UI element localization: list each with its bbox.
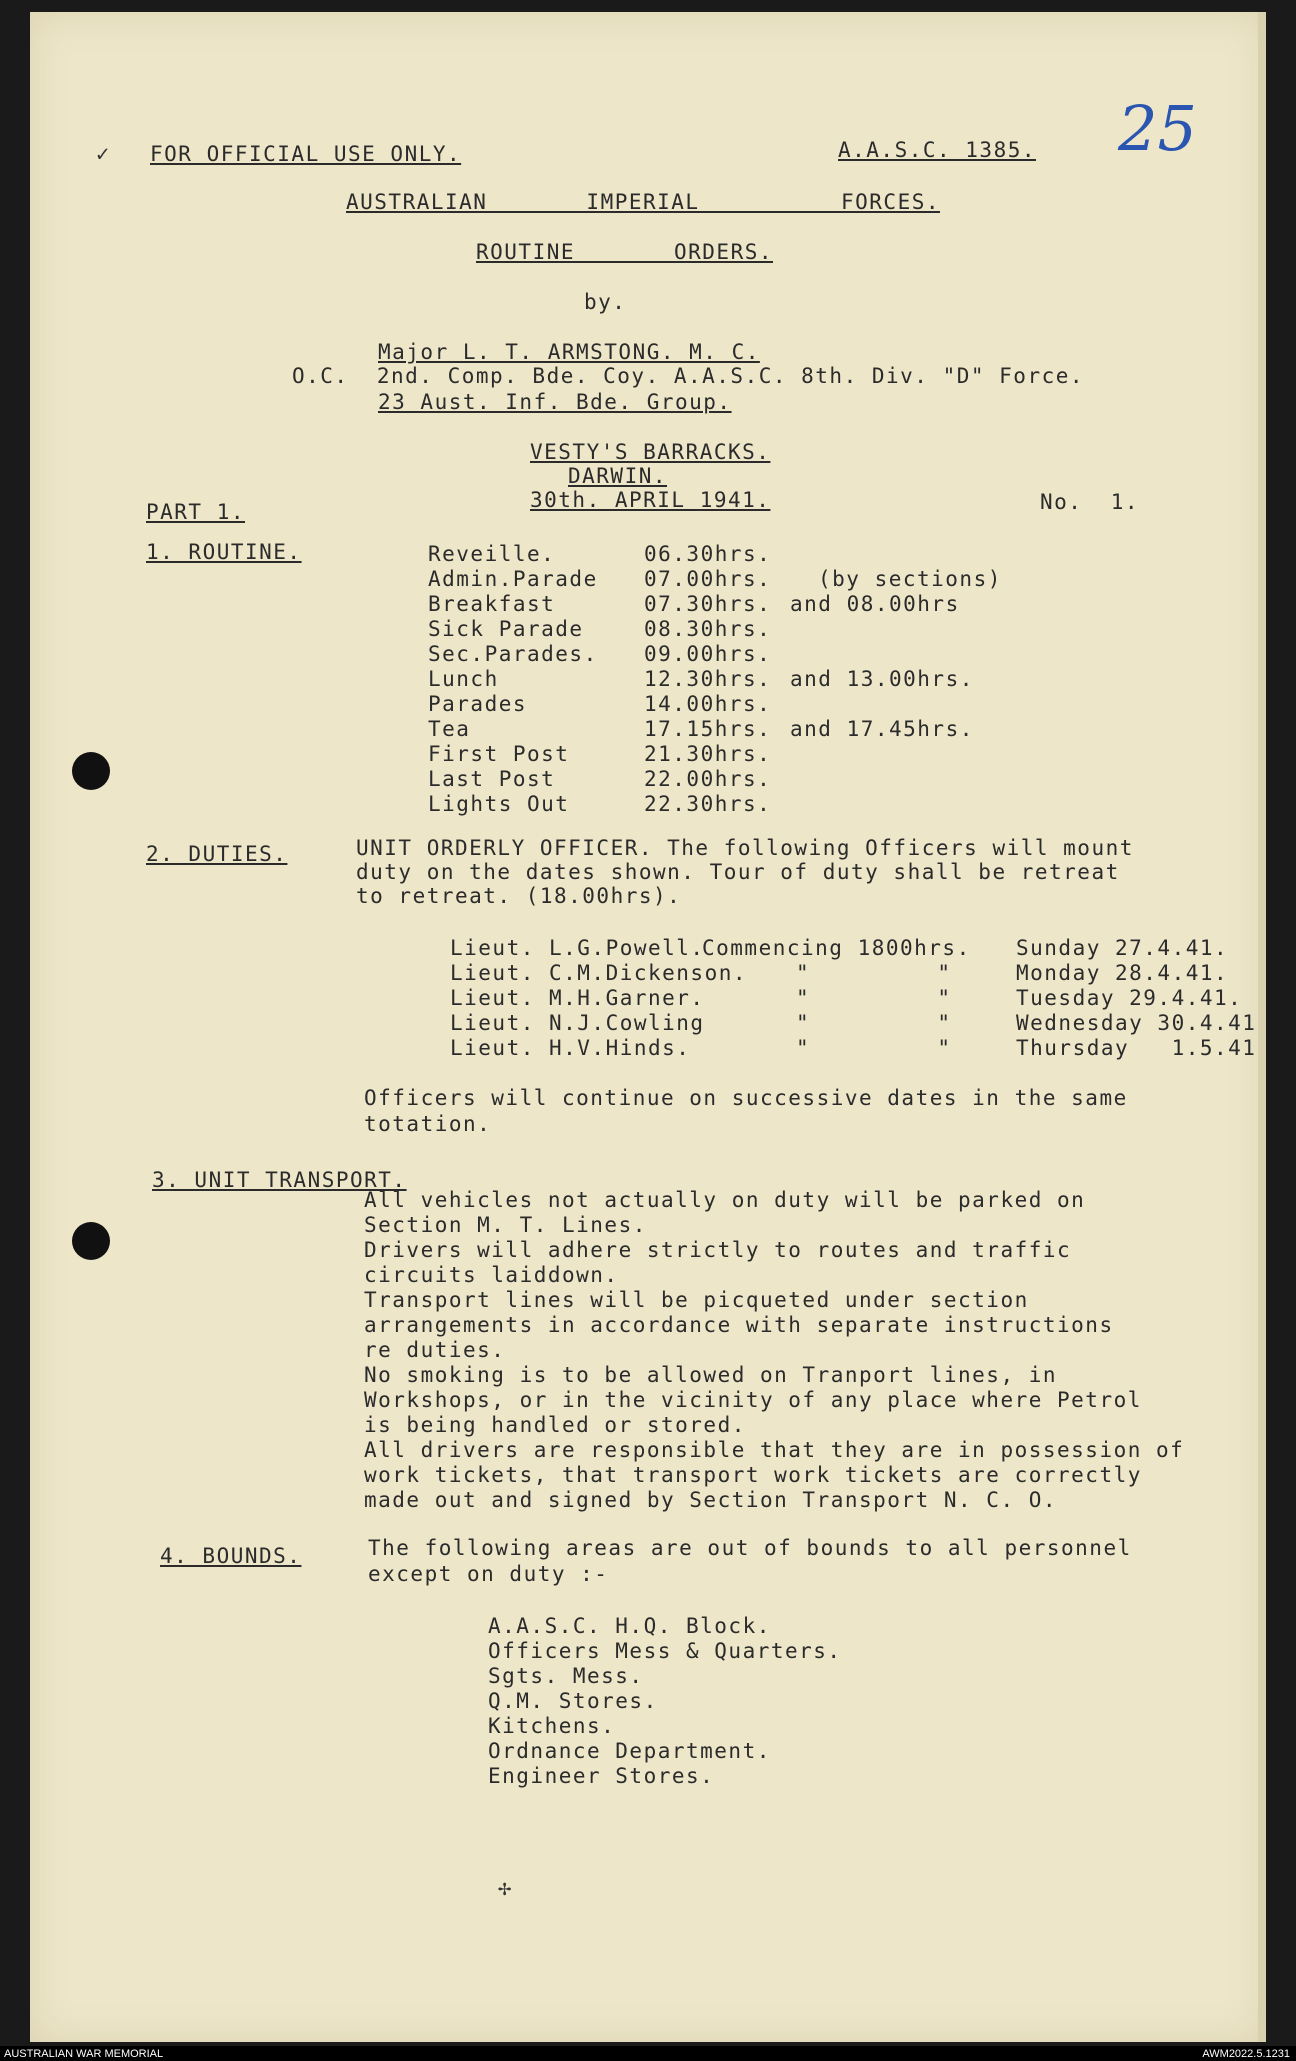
routine-event: Sec.Parades. bbox=[428, 642, 598, 666]
location-line-2: DARWIN. bbox=[568, 464, 668, 488]
part-label: PART 1. bbox=[146, 500, 246, 524]
location-line-1: VESTY'S BARRACKS. bbox=[530, 440, 771, 464]
routine-time: 09.00hrs. bbox=[644, 642, 772, 666]
handwritten-folio-number: 25 bbox=[1118, 92, 1197, 165]
routine-note: (by sections) bbox=[818, 567, 1002, 591]
routine-time: 22.00hrs. bbox=[644, 767, 772, 791]
roster-day: Thursday 1.5.41 bbox=[1016, 1036, 1257, 1060]
footer-institution: AUSTRALIAN WAR MEMORIAL bbox=[4, 2048, 164, 2060]
duties-para-line-2: duty on the dates shown. Tour of duty shall be retreat bbox=[356, 860, 1120, 884]
bounds-area-item: Q.M. Stores. bbox=[488, 1689, 658, 1713]
routine-event: Breakfast bbox=[428, 592, 556, 616]
routine-note: and 17.45hrs. bbox=[790, 717, 974, 741]
archive-footer-bar bbox=[0, 2046, 1296, 2061]
routine-event: Reveille. bbox=[428, 542, 556, 566]
routine-time: 08.30hrs. bbox=[644, 617, 772, 641]
by-line: by. bbox=[584, 290, 627, 314]
transport-line: work tickets, that transport work tickets are correctly bbox=[364, 1463, 1142, 1487]
transport-line: No smoking is to be allowed on Tranport lines, in bbox=[364, 1363, 1058, 1387]
classification: FOR OFFICIAL USE ONLY. bbox=[150, 142, 462, 166]
roster-officer: Lieut. L.G.Powell. bbox=[450, 936, 705, 960]
bounds-area-item: Engineer Stores. bbox=[488, 1764, 715, 1788]
roster-commencing: Commencing 1800hrs. bbox=[702, 936, 971, 960]
bounds-area-item: Sgts. Mess. bbox=[488, 1664, 644, 1688]
paper-edge bbox=[1258, 12, 1266, 2042]
routine-event: Last Post bbox=[428, 767, 556, 791]
officer-line-3: 23 Aust. Inf. Bde. Group. bbox=[378, 390, 732, 414]
routine-time: 21.30hrs. bbox=[644, 742, 772, 766]
tick-mark: ✓ bbox=[96, 142, 110, 167]
bounds-area-item: Kitchens. bbox=[488, 1714, 616, 1738]
officer-line-1: Major L. T. ARMSTONG. M. C. bbox=[378, 340, 760, 364]
transport-line: All drivers are responsible that they are in possession of bbox=[364, 1438, 1185, 1462]
transport-line: made out and signed by Section Transport N. C. O. bbox=[364, 1488, 1058, 1512]
title-line-2: ROUTINE ORDERS. bbox=[476, 240, 774, 264]
routine-event: Parades bbox=[428, 692, 528, 716]
routine-time: 07.00hrs. bbox=[644, 567, 772, 591]
transport-line: All vehicles not actually on duty will be parked on bbox=[364, 1188, 1086, 1212]
roster-day: Wednesday 30.4.41 bbox=[1016, 1011, 1257, 1035]
section-duties-heading: 2. DUTIES. bbox=[146, 842, 288, 866]
roster-day: Sunday 27.4.41. bbox=[1016, 936, 1229, 960]
section-routine-heading: 1. ROUTINE. bbox=[146, 540, 302, 564]
routine-time: 07.30hrs. bbox=[644, 592, 772, 616]
roster-officer: Lieut. H.V.Hinds. bbox=[450, 1036, 691, 1060]
routine-time: 12.30hrs. bbox=[644, 667, 772, 691]
roster-commencing: " " bbox=[796, 1036, 952, 1060]
transport-instructions bbox=[364, 1188, 1184, 1513]
bounds-area-item: Officers Mess & Quarters. bbox=[488, 1639, 842, 1663]
routine-event: First Post bbox=[428, 742, 570, 766]
roster-commencing: " " bbox=[796, 961, 952, 985]
duties-para-line-3: to retreat. (18.00hrs). bbox=[356, 884, 682, 908]
routine-time: 22.30hrs. bbox=[644, 792, 772, 816]
transport-line: is being handled or stored. bbox=[364, 1413, 746, 1437]
roster-day: Tuesday 29.4.41. bbox=[1016, 986, 1243, 1010]
section-bounds-heading: 4. BOUNDS. bbox=[160, 1544, 302, 1568]
punch-hole-lower bbox=[72, 1222, 110, 1260]
routine-note: and 08.00hrs bbox=[790, 592, 960, 616]
transport-line: Transport lines will be picqueted under section bbox=[364, 1288, 1029, 1312]
duties-closing-line-2: totation. bbox=[364, 1112, 492, 1136]
officer-line-2: O.C. 2nd. Comp. Bde. Coy. A.A.S.C. 8th. Div. "D" Force. bbox=[292, 364, 1085, 388]
duties-para-line-1: UNIT ORDERLY OFFICER. The following Officers will mount bbox=[356, 836, 1134, 860]
routine-event: Lunch bbox=[428, 667, 499, 691]
routine-time: 17.15hrs. bbox=[644, 717, 772, 741]
title-line-1: AUSTRALIAN IMPERIAL FORCES. bbox=[346, 190, 941, 214]
routine-event: Sick Parade bbox=[428, 617, 584, 641]
roster-officer: Lieut. N.J.Cowling bbox=[450, 1011, 705, 1035]
transport-line: re duties. bbox=[364, 1338, 506, 1362]
order-number: No. 1. bbox=[1040, 490, 1140, 514]
routine-note: and 13.00hrs. bbox=[790, 667, 974, 691]
transport-line: circuits laiddown. bbox=[364, 1263, 619, 1287]
duties-closing-line-1: Officers will continue on successive dates in the same bbox=[364, 1086, 1128, 1110]
ink-mark: ✢ bbox=[498, 1876, 512, 1901]
routine-event: Admin.Parade bbox=[428, 567, 598, 591]
routine-time: 14.00hrs. bbox=[644, 692, 772, 716]
transport-line: Section M. T. Lines. bbox=[364, 1213, 647, 1237]
punch-hole-upper bbox=[72, 752, 110, 790]
roster-officer: Lieut. M.H.Garner. bbox=[450, 986, 705, 1010]
bounds-area-item: Ordnance Department. bbox=[488, 1739, 771, 1763]
bounds-intro-line-2: except on duty :- bbox=[368, 1562, 609, 1586]
out-of-bounds-areas bbox=[488, 1614, 842, 1789]
transport-line: Workshops, or in the vicinity of any place where Petrol bbox=[364, 1388, 1142, 1412]
footer-accession-number: AWM2022.5.1231 bbox=[1202, 2048, 1290, 2060]
transport-line: arrangements in accordance with separate instructions bbox=[364, 1313, 1114, 1337]
routine-event: Lights Out bbox=[428, 792, 570, 816]
reference-number: A.A.S.C. 1385. bbox=[838, 138, 1037, 162]
section-transport-heading: 3. UNIT TRANSPORT. bbox=[152, 1168, 407, 1192]
roster-officer: Lieut. C.M.Dickenson. bbox=[450, 961, 748, 985]
roster-day: Monday 28.4.41. bbox=[1016, 961, 1229, 985]
routine-event: Tea bbox=[428, 717, 471, 741]
bounds-area-item: A.A.S.C. H.Q. Block. bbox=[488, 1614, 771, 1638]
transport-line: Drivers will adhere strictly to routes and traffic bbox=[364, 1238, 1072, 1262]
order-date: 30th. APRIL 1941. bbox=[530, 488, 771, 512]
bounds-intro-line-1: The following areas are out of bounds to all personnel bbox=[368, 1536, 1132, 1560]
roster-commencing: " " bbox=[796, 986, 952, 1010]
roster-commencing: " " bbox=[796, 1011, 952, 1035]
routine-time: 06.30hrs. bbox=[644, 542, 772, 566]
